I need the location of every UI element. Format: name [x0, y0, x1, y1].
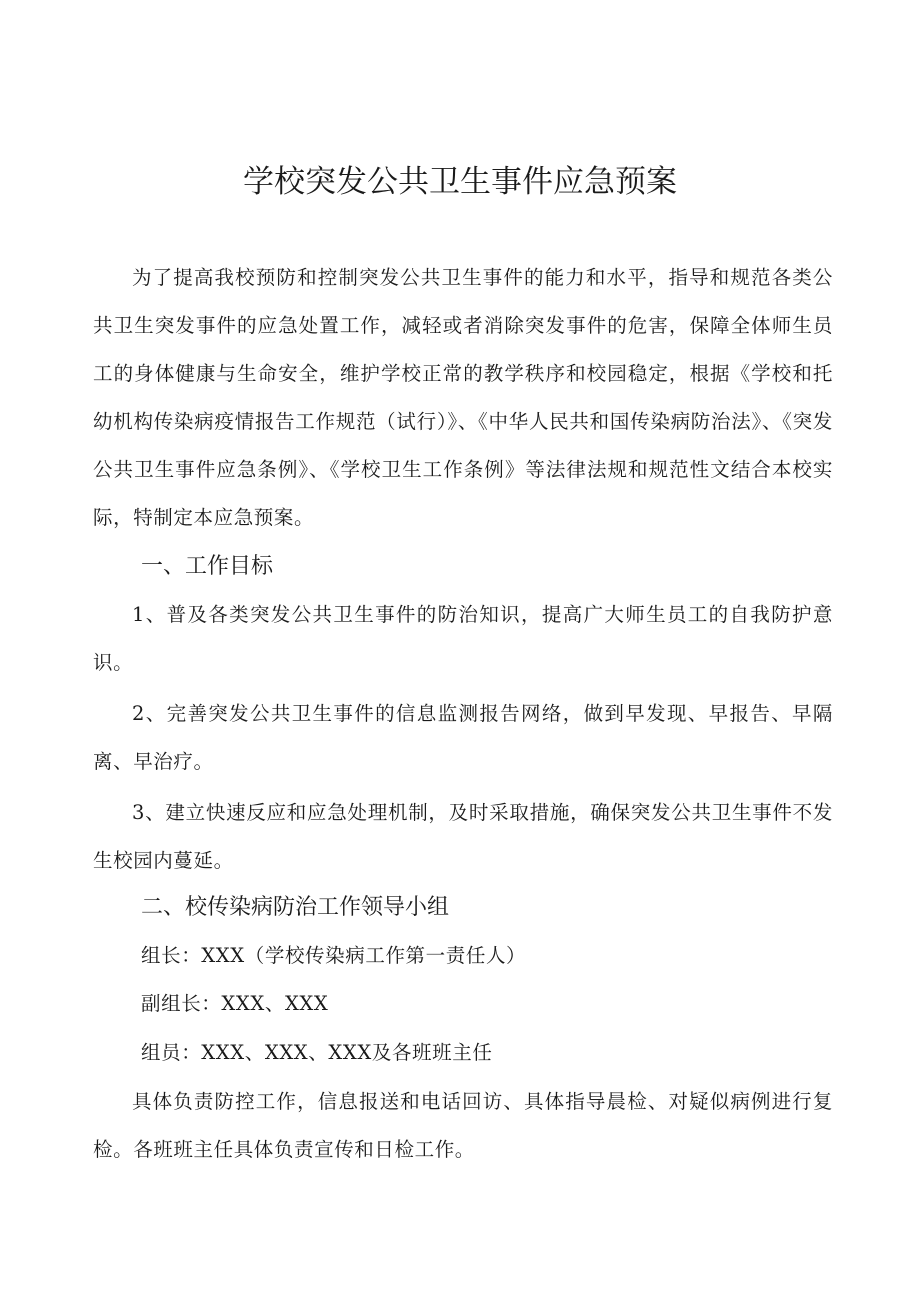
document-title: 学校突发公共卫生事件应急预案 [243, 164, 677, 200]
group-leader-line: 组长：XXX（学校传染病工作第一责任人） [141, 944, 527, 967]
intro-paragraph: 为了提高我校预防和控制突发公共卫生事件的能力和水平，指导和规范各类公共卫生突发事件的应急处置工作，减轻或者消除突发事件的危害，保障全体师生员工的身体健康与生命安全，维护学校正常的教学秩序和校园稳定，根据《学校和托幼机构传染病疫情报告工作规范（试行）》、《中华人民共和国传染病防治法》、《突发公共卫生事件应急条例》、《学校卫生工作条例》等法律法规和规范性文结合本校实际，特制定本应急预案。 [93, 266, 833, 529]
group-duties-paragraph: 具体负责防控工作，信息报送和电话回访、具体指导晨检、对疑似病例进行复检。各班班主任具体负责宣传和日检工作。 [93, 1090, 833, 1161]
section-heading-leadership: 二、校传染病防治工作领导小组 [141, 895, 450, 920]
goal-item-1: 1、普及各类突发公共卫生事件的防治知识，提高广大师生员工的自我防护意识。 [93, 603, 833, 674]
group-members-line: 组员：XXX、XXX、XXX及各班班主任 [141, 1041, 493, 1064]
goal-item-3: 3、建立快速反应和应急处理机制，及时采取措施，确保突发公共卫生事件不发生校园内蔓延。 [93, 801, 833, 872]
group-deputy-line: 副组长：XXX、XXX [141, 992, 329, 1015]
goal-item-2: 2、完善突发公共卫生事件的信息监测报告网络，做到早发现、早报告、早隔离、早治疗。 [93, 702, 833, 773]
section-heading-goals: 一、工作目标 [141, 554, 274, 579]
